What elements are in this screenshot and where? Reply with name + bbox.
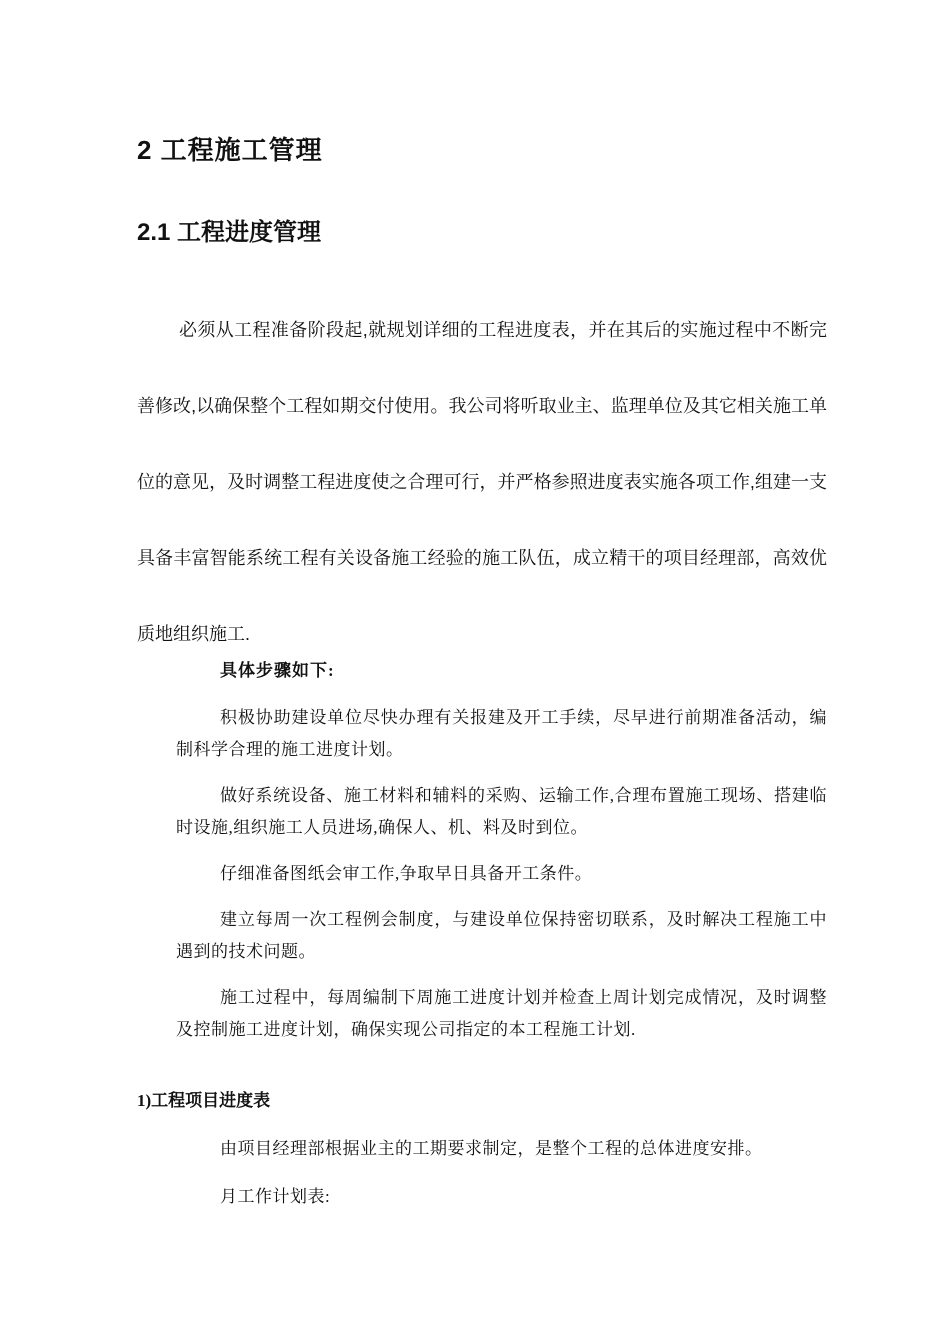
section-heading: 2 工程施工管理 (137, 135, 323, 165)
subsection-heading: 2.1 工程进度管理 (137, 219, 322, 246)
schedule-description: 由项目经理部根据业主的工期要求制定，是整个工程的总体进度安排。 (220, 1139, 763, 1158)
monthly-plan-label: 月工作计划表: (220, 1187, 331, 1206)
step-paragraph: 做好系统设备、施工材料和辅料的采购、运输工作,合理布置施工现场、搭建临时设施,组织施工人员进场,确保人、机、料及时到位。 (176, 786, 827, 837)
schedule-heading: 1)工程项目进度表 (137, 1091, 271, 1110)
step-paragraph: 施工过程中，每周编制下周施工进度计划并检查上周计划完成情况，及时调整及控制施工进度计划，确保实现公司指定的本工程施工计划. (176, 988, 827, 1039)
step-paragraph: 仔细准备图纸会审工作,争取早日具备开工条件。 (220, 864, 593, 883)
step-paragraph: 积极协助建设单位尽快办理有关报建及开工手续，尽早进行前期准备活动，编制科学合理的施工进度计划。 (176, 708, 827, 759)
step-paragraph: 建立每周一次工程例会制度，与建设单位保持密切联系，及时解决工程施工中遇到的技术问题。 (176, 910, 827, 961)
steps-title: 具体步骤如下: (220, 661, 335, 680)
steps-list (176, 702, 827, 1060)
intro-paragraph: 必须从工程准备阶段起,就规划详细的工程进度表，并在其后的实施过程中不断完善修改,以确保整个工程如期交付使用。我公司将听取业主、监理单位及其它相关施工单位的意见，及时调整工程进度使之合理可行，并严格参照进度表实施各项工作,组建一支具备丰富智能系统工程有关设备施工经验的施工队伍，成立精干的项目经理部，高效优质地组织施工. (137, 320, 827, 644)
